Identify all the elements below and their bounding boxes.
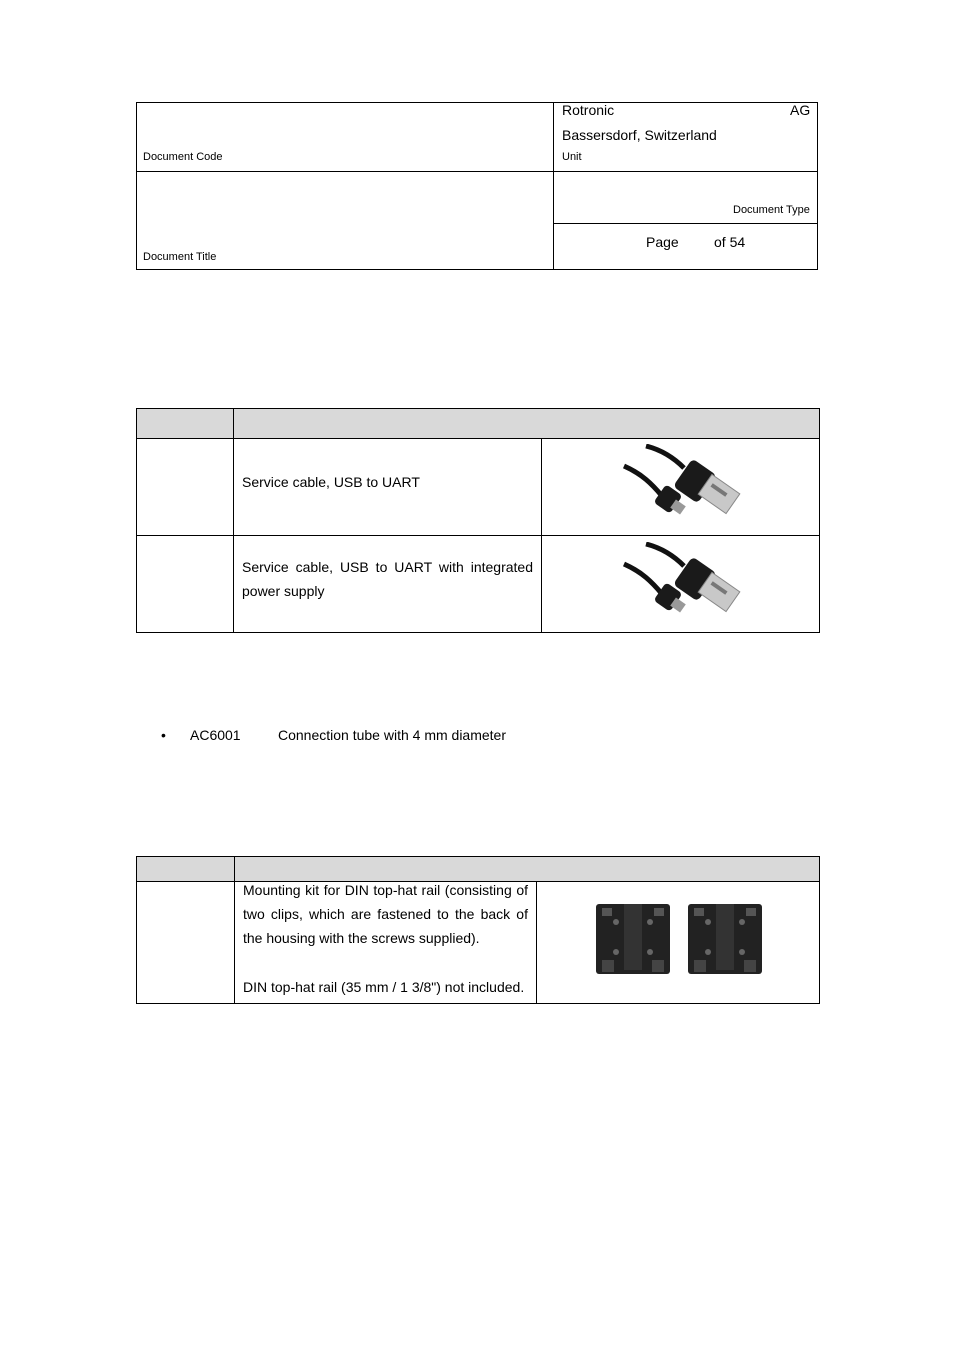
column-divider (234, 857, 235, 1003)
unit-label: Unit (562, 151, 582, 163)
document-type-label: Document Type (733, 204, 810, 216)
header-divider (554, 223, 817, 224)
mounting-note: DIN top-hat rail (35 mm / 1 3/8") not included. (243, 979, 525, 995)
column-divider (536, 882, 537, 1003)
company-location: Bassersdorf, Switzerland (562, 127, 717, 143)
din-rail-clip-icon (594, 902, 764, 978)
company-name: Rotronic (562, 102, 615, 118)
header-divider (137, 171, 817, 172)
usb-cable-icon (622, 542, 752, 620)
accessory-description: Connection tube with 4 mm diameter (278, 727, 506, 743)
company-suffix: AG (790, 102, 811, 118)
header-divider (553, 103, 554, 269)
page-count: of 54 (714, 234, 746, 250)
table-header-row (137, 409, 819, 439)
bullet-marker: • (161, 727, 166, 743)
mounting-description: Mounting kit for DIN top-hat rail (consisting of two clips, which are fastened to the back of the housing with the screws supplied). (243, 882, 528, 946)
document-code-label: Document Code (143, 151, 223, 163)
accessory-code: AC6001 (190, 727, 241, 743)
cable-description: Service cable, USB to UART (242, 474, 420, 490)
cable-description: Service cable, USB to UART with integrated power supply (242, 559, 533, 599)
row-divider (137, 535, 819, 536)
usb-cable-icon (622, 444, 752, 522)
document-title-label: Document Title (143, 251, 217, 263)
page-label: Page (646, 234, 679, 250)
column-divider (233, 409, 234, 632)
